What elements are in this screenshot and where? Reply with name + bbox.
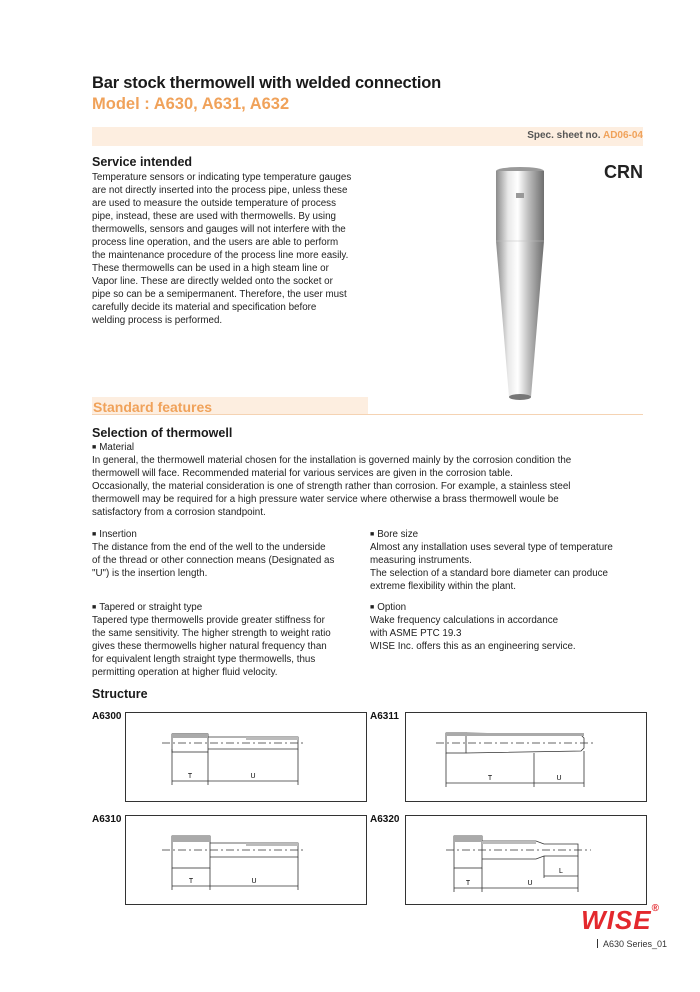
- diagram-label-a6310: A6310: [92, 814, 122, 825]
- text-line: thermowell may be required for a high pressure water service where otherwise a brass thermowell woule be: [92, 494, 559, 505]
- text-line: Wake frequency calculations in accordance: [370, 615, 559, 626]
- text-line: with ASME PTC 19.3: [370, 628, 462, 639]
- diagram-a6300: [125, 712, 367, 802]
- selection-heading: Selection of thermowell: [92, 426, 233, 440]
- material-title: ■ Material: [92, 441, 134, 455]
- dim-u: U: [250, 773, 256, 780]
- option-text: [370, 614, 655, 653]
- diagram-label-a6300: A6300: [92, 711, 122, 722]
- text-line: gives these thermowells higher natural frequency than: [92, 641, 327, 652]
- tapered-text: [92, 614, 372, 679]
- standard-features-heading: Standard features: [93, 399, 213, 415]
- text-line: of the thread or other connection means (Designated as: [92, 555, 335, 566]
- footer-series: A630 Series_01: [597, 939, 667, 949]
- text-line: are not directly inserted into the process pipe, unless these: [92, 185, 348, 196]
- text-line: pipe so can be a semipermanent. Therefore, the user must: [92, 289, 347, 300]
- wise-logo: [581, 905, 660, 936]
- model-subtitle: Model : A630, A631, A632: [92, 95, 290, 113]
- text-line: These thermowells can be used in a high steam line or: [92, 263, 329, 274]
- text-line: The selection of a standard bore diameter can produce: [370, 568, 608, 579]
- service-text: [92, 171, 392, 327]
- insertion-text: [92, 541, 372, 580]
- text-line: The distance from the end of the well to the underside: [92, 542, 326, 553]
- dim-l: L: [559, 868, 563, 875]
- bore-title: ■ Bore size: [370, 528, 418, 542]
- service-heading: Service intended: [92, 155, 193, 169]
- text-line: Vapor line. These are directly welded onto the socket or: [92, 276, 333, 287]
- diagram-label-a6311: A6311: [370, 711, 399, 722]
- text-line: for equivalent length straight type thermowells, thus: [92, 654, 316, 665]
- bore-text: [370, 541, 655, 593]
- text-line: "U") is the insertion length.: [92, 568, 208, 579]
- dim-u: U: [527, 880, 533, 887]
- text-line: measuring instruments.: [370, 555, 472, 566]
- text-line: the maintenance procedure of the process line more easily.: [92, 250, 349, 261]
- spec-number: AD06-04: [602, 130, 643, 141]
- dim-u: U: [251, 878, 257, 885]
- dim-t: T: [187, 773, 193, 780]
- insertion-title: ■ Insertion: [92, 528, 137, 542]
- text-line: In general, the thermowell material chosen for the installation is governed mainly by the corrosion condition the: [92, 455, 572, 466]
- spec-sheet-number: [527, 130, 643, 141]
- text-line: WISE Inc. offers this as an engineering service.: [370, 641, 576, 652]
- text-line: process line operation, and the users are able to perform: [92, 237, 339, 248]
- diagram-a6310: [125, 815, 367, 905]
- structure-heading: Structure: [92, 687, 148, 701]
- text-line: thermowell will face. Recommended material for various services are given in the corrosion table.: [92, 468, 513, 479]
- text-line: Temperature sensors or indicating type temperature gauges: [92, 172, 352, 183]
- thermowell-product-image: [488, 165, 552, 405]
- text-line: permitting operation at higher fluid velocity.: [92, 667, 278, 678]
- crn-badge: CRN: [604, 162, 643, 182]
- registered-mark: ®: [651, 903, 660, 914]
- dim-t: T: [188, 878, 194, 885]
- text-line: are used to measure the outside temperature of process: [92, 198, 336, 209]
- text-line: carefully decide its material and specification before: [92, 302, 317, 313]
- page-title: Bar stock thermowell with welded connection: [92, 74, 441, 92]
- dim-t: T: [487, 775, 493, 782]
- spec-label: Spec. sheet no.: [527, 130, 601, 141]
- text-line: pipe, instead, these are used with thermowells. By using: [92, 211, 336, 222]
- diagram-a6320: [405, 815, 647, 905]
- text-line: extreme flexibility within the plant.: [370, 581, 516, 592]
- text-line: welding process is performed.: [92, 315, 223, 326]
- dim-t: T: [465, 880, 471, 887]
- logo-text: WISE: [581, 905, 652, 935]
- text-line: thermowells, sensors and gauges will not interfere with the: [92, 224, 346, 235]
- text-line: Almost any installation uses several type of temperature: [370, 542, 613, 553]
- material-text: [92, 454, 652, 519]
- text-line: Occasionally, the material consideration is one of strength rather than corrosion. For example, a stainless steel: [92, 481, 571, 492]
- option-title: ■ Option: [370, 601, 406, 615]
- diagram-label-a6320: A6320: [370, 814, 400, 825]
- dim-u: U: [556, 775, 562, 782]
- text-line: Tapered type thermowells provide greater stiffness for: [92, 615, 325, 626]
- tapered-title: ■ Tapered or straight type: [92, 601, 202, 615]
- diagram-a6311: [405, 712, 647, 802]
- text-line: the same sensitivity. The higher strength to weight ratio: [92, 628, 331, 639]
- text-line: satisfactory from a corrosion standpoint.: [92, 507, 266, 518]
